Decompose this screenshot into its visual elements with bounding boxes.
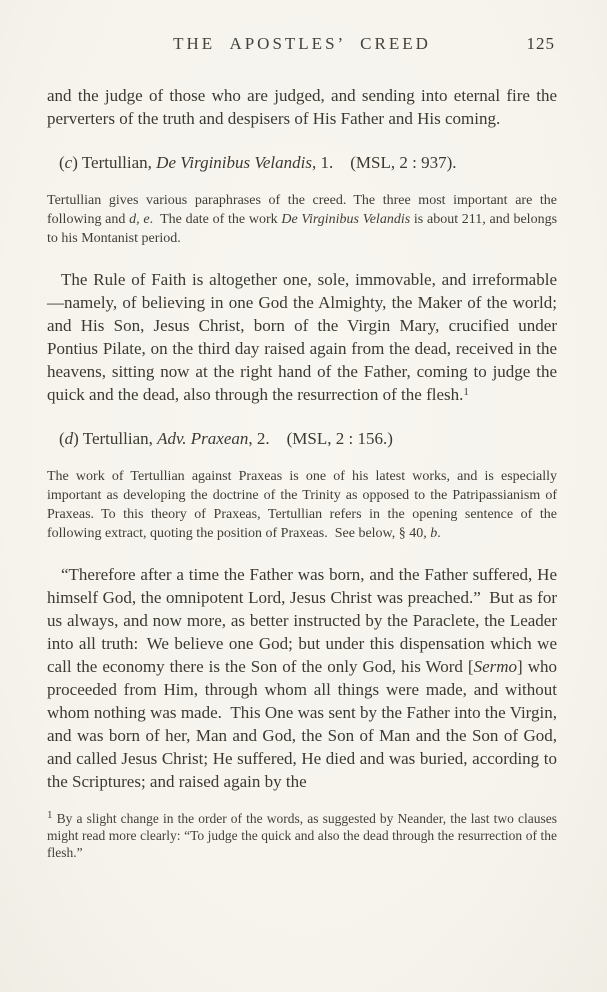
editor-note-c: Tertullian gives various paraphrases of the creed. The three most important are the following and d, e. The date of the work De Virginibus Velandis is about 211, and belongs to his Montanist period.: [47, 193, 558, 246]
section-heading-c: (c) Tertullian, De Virginibus Velandis, 1. (MSL, 2 : 937).: [59, 153, 457, 172]
paragraph-praxeas-extract: “Therefore after a time the Father was born, and the Father suffered, He himself God, the omnipotent Lord, Jesus Christ was preached.” But as for us always, and now more, as better instructed by the Paraclete, the Leader into all truth: We believe one God; but under this dispensation which we call the economy there is the Son of the only God, his Word [Sermo] who proceeded from Him, through whom all things were made, and without whom nothing was made. This One was sent by the Father into the Virgin, and was born of her, Man and God, the Son of Man and the Son of God, and called Jesus Christ; He suffered, He died and was buried, according to the Scriptures; and raised again by the: [47, 565, 557, 791]
paragraph-rule-of-faith: The Rule of Faith is altogether one, sole, immovable, and irreformable—namely, of believing in one God the Almighty, the Maker of the world; and His Son, Jesus Christ, born of the Virgin Mary, crucified under Pontius Pilate, on the third day raised again from the dead, received in the heavens, sitting now at the right hand of the Father, coming to judge the quick and the dead, also through the resurrection of the flesh.$^1$: [47, 270, 557, 404]
paragraph-intro-continuation: and the judge of those who are judged, and sending into eternal fire the perverters of the truth and despisers of His Father and His coming.: [47, 86, 557, 128]
page-header: [47, 34, 557, 58]
footnote-1: $^1$ By a slight change in the order of the words, as suggested by Neander, the last two clauses might read more clearly: “To judge the quick and also the dead through the resurrection of the flesh.”: [47, 809, 557, 860]
editor-note-d: The work of Tertullian against Praxeas is one of his latest works, and is especially important as developing the doctrine of the Trinity as opposed to the Patripassianism of Praxeas. To this theory of Praxeas, Tertullian refers in the opening sentence of the following extract, quoting the position of Praxeas. See below, § 40, b.: [47, 469, 557, 541]
page-number: 125: [526, 34, 555, 53]
running-head-title: THE APOSTLES’ CREED: [173, 34, 431, 53]
section-heading-d: (d) Tertullian, Adv. Praxean, 2. (MSL, 2 : 156.): [59, 429, 393, 448]
